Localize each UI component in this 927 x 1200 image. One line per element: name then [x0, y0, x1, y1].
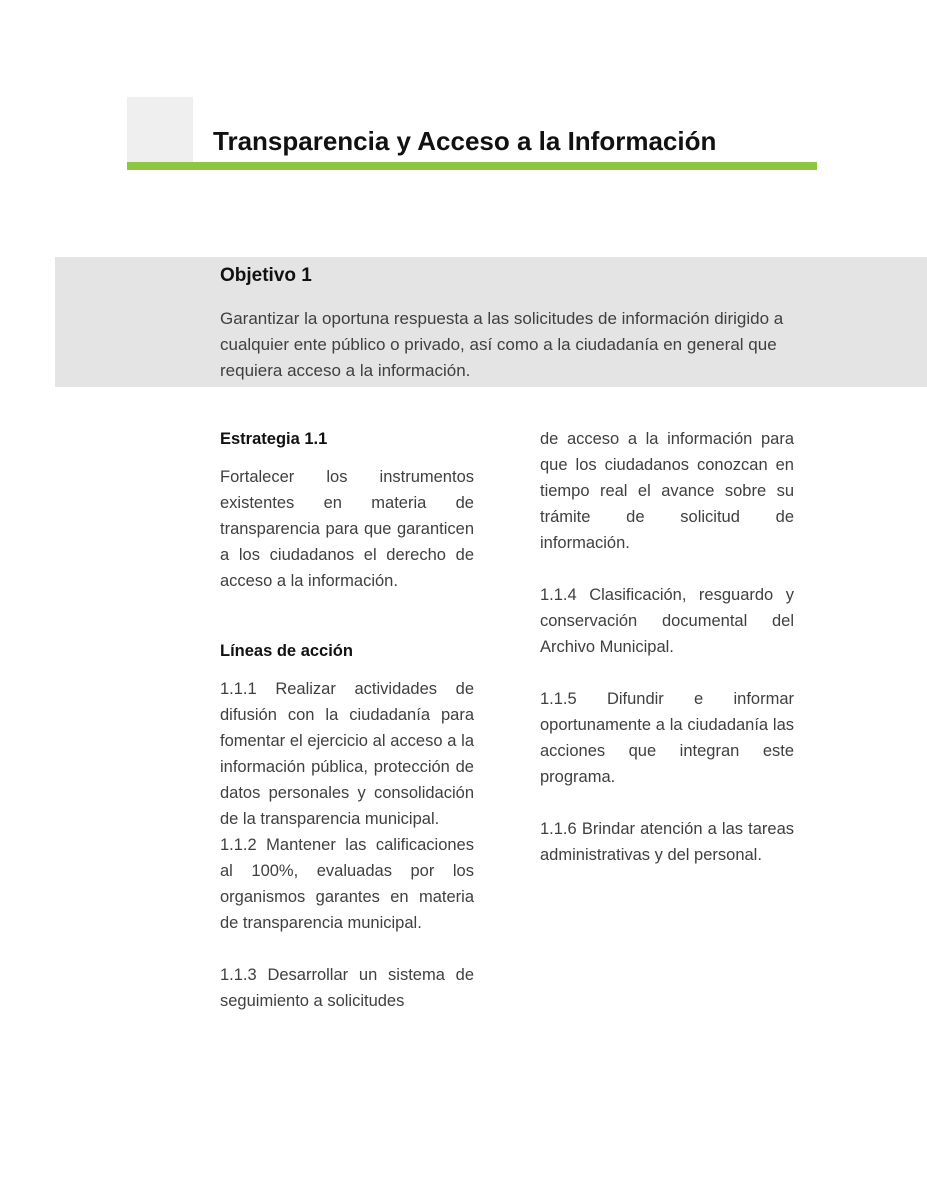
action-line-1-1-6: 1.1.6 Brindar atención a las tareas administrativas y del personal.: [540, 820, 794, 864]
action-line-1-1-3-continued: de acceso a la información para que los ciudadanos conozcan en tiempo real el avance sobre su trámite de solicitud de información.: [540, 430, 794, 552]
objective-title: Objetivo 1: [220, 265, 312, 286]
page-title: Transparencia y Acceso a la Información: [213, 126, 717, 156]
objective-text: Garantizar la oportuna respuesta a las solicitudes de información dirigido a cualquier ente público o privado, así como a la ciudadanía en general que requiera acceso a la información.: [220, 309, 784, 380]
strategy-text: Fortalecer los instrumentos existentes en materia de transparencia para que garanticen a los ciudadanos el derecho de acceso a la información.: [220, 468, 474, 590]
action-lines-title: Líneas de acción: [220, 642, 353, 660]
action-line-1-1-1: 1.1.1 Realizar actividades de difusión con la ciudadanía para fomentar el ejercicio al acceso a la información pública, protección de datos personales y consolidación de la transparencia municipal.: [220, 680, 474, 828]
strategy-title: Estrategia 1.1: [220, 430, 328, 448]
header-accent-square: [127, 97, 193, 163]
action-line-1-1-2: 1.1.2 Mantener las calificaciones al 100%, evaluadas por los organismos garantes en materia de transparencia municipal.: [220, 836, 474, 932]
left-column: [220, 426, 474, 1014]
action-line-1-1-3: 1.1.3 Desarrollar un sistema de seguimiento a solicitudes: [220, 966, 474, 1010]
action-line-1-1-5: 1.1.5 Difundir e informar oportunamente a la ciudadanía las acciones que integran este programa.: [540, 690, 794, 786]
header-green-rule: [127, 162, 817, 170]
action-line-1-1-4: 1.1.4 Clasificación, resguardo y conservación documental del Archivo Municipal.: [540, 586, 794, 656]
right-column: [540, 426, 794, 868]
